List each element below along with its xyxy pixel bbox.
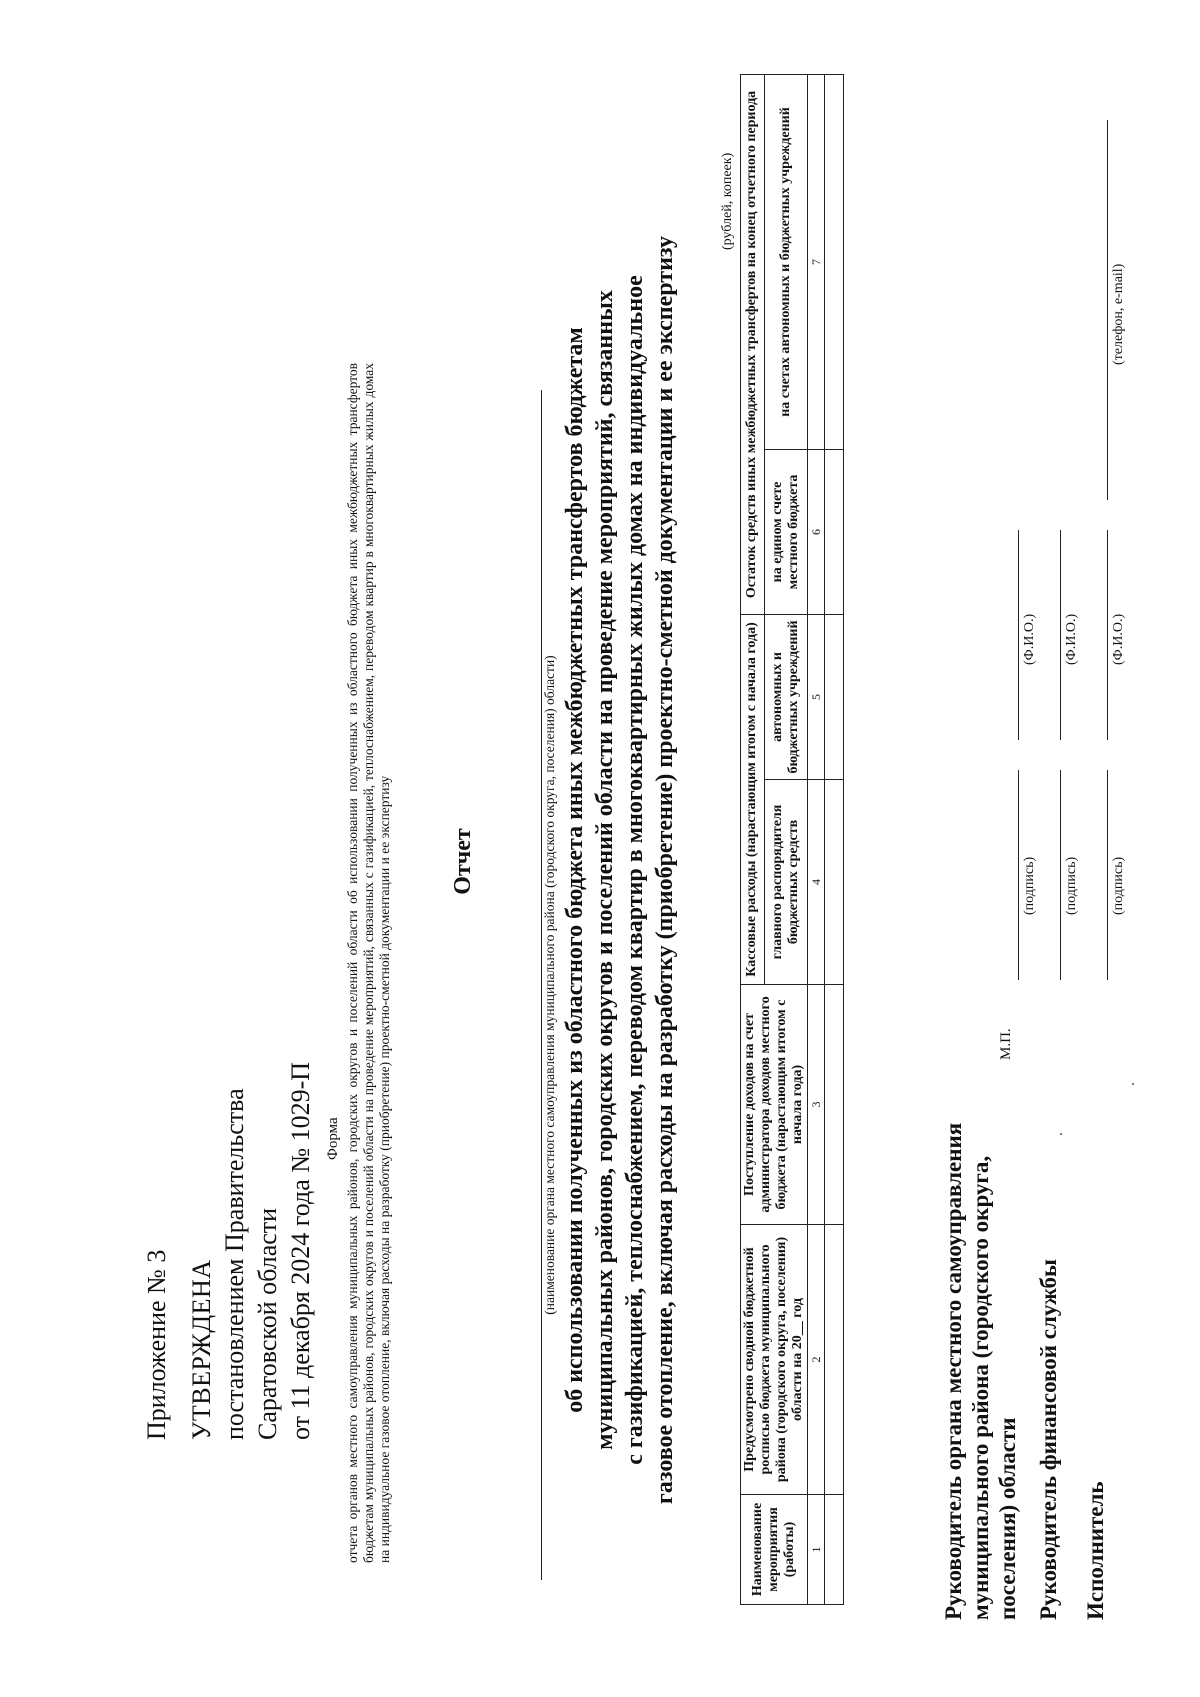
head-name-caption: (Ф.И.О.) [1022,613,1037,665]
executor-title: Исполнитель [1083,1481,1108,1620]
executor-signature-caption: (подпись) [1111,856,1126,915]
table-cell [825,1495,844,1605]
finance-title: Руководитель финансовой службы [1036,1259,1061,1620]
executor-name-line [1107,530,1108,740]
header-single-account: на едином счете местного бюджета [764,450,807,615]
table-cell [825,780,844,985]
approval-line-3: от 11 декабря 2024 года № 1029-П [286,1061,315,1440]
column-number: 2 [808,1225,825,1495]
document-page [70,63,1180,1660]
stamp-place: М.П. [998,1028,1014,1060]
report-subtitle [560,120,680,1620]
header-cash-expenses: Кассовые расходы (нарастающим итогом с начала года) [741,615,765,985]
head-title [940,1123,1021,1620]
report-table [740,74,844,1605]
header-institutions-accounts: на счетах автономных и бюджетных учреждений [764,74,807,449]
column-number: 7 [808,74,825,449]
scan-speck [1132,1083,1134,1085]
table-cell [825,1225,844,1495]
column-number: 5 [808,615,825,780]
form-description: отчета органов местного самоуправления муниципальных районов, городских округов и поселений области об использовании полученных из областного бюджета иных межбюджетных трансфертов бюджетам муниципальных районов, городских округов и поселений области на проведение мероприятий, связанных с газификацией, теплоснабжением, переводом квартир в многоквартирных жилых домах на индивидуальное газовое отопление, включая расходы на разработку (приобретение) проектно-сметной документации и ее экспертизу [345,363,392,1563]
subtitle-line-4: газовое отопление, включая расходы на разработку (приобретение) проектно-сметной документации и ее экспертизу [652,235,678,1505]
head-title-line-1: Руководитель органа местного самоуправления [941,1122,966,1620]
executor-name-caption: (Ф.И.О.) [1111,613,1126,665]
table-cell [825,450,844,615]
header-activity: Наименование мероприятия (работы) [741,1495,808,1605]
column-number-row [808,74,825,1604]
form-label: Форма [325,1117,341,1160]
table-row [825,74,844,1604]
table-cell [825,985,844,1225]
subtitle-line-1: об использовании полученных из областного бюджета иных межбюджетных трансфертов бюджетам [562,327,588,1413]
executor-contact-caption: (телефон, e-mail) [1111,263,1126,365]
executor-contact-line [1107,120,1108,500]
header-income: Поступление доходов на счет администратора доходов местного бюджета (нарастающим итогом с начала года) [741,985,808,1225]
column-number: 6 [808,450,825,615]
approval-line-2: Саратовской области [253,1207,282,1440]
finance-signature-line [1060,770,1061,980]
head-title-line-3: поселения) области [995,1417,1020,1620]
approved-label: УТВЕРЖДЕНА [187,1259,216,1440]
header-planned: Предусмотрено сводной бюджетной росписью бюджета муниципального района (городского округа, поселения) области на 20__ год [741,1225,808,1495]
appendix-number: Приложение № 3 [142,1249,171,1440]
scan-speck [1060,1133,1062,1135]
unit-caption: (рублей, копеек) [720,152,735,250]
head-title-line-2: муниципального района (городского округа, [968,1155,993,1620]
approval-line-1: постановлением Правительства [220,1088,249,1440]
table-cell [825,615,844,780]
finance-name-line [1060,530,1061,740]
head-signature-caption: (подпись) [1022,856,1037,915]
finance-signature-caption: (подпись) [1064,856,1079,915]
approval-block [140,540,317,1440]
executor-signature-line [1107,770,1108,980]
table-cell [825,74,844,449]
finance-name-caption: (Ф.И.О.) [1064,613,1079,665]
header-institutions-cash: автономных и бюджетных учреждений [764,615,807,780]
header-main-manager: главного распорядителя бюджетных средств [764,780,807,985]
subtitle-line-2: муниципальных районов, городских округов и поселений области на проведение мероприятий, связанных [592,290,618,1450]
column-number: 1 [808,1495,825,1605]
column-number: 3 [808,985,825,1225]
column-number: 4 [808,780,825,985]
report-title: Отчет [450,828,476,895]
header-balance: Остаток средств иных межбюджетных трансфертов на конец отчетного периода [741,74,765,614]
subtitle-line-3: с газификацией, теплоснабжением, переводом квартир в многоквартирных жилых домах на индивидуальное [622,275,648,1465]
org-name-caption: (наименование органа местного самоуправления муниципального района (городского округа, поселения) области) [542,655,557,1315]
head-name-line [1018,530,1019,740]
head-signature-line [1018,770,1019,980]
